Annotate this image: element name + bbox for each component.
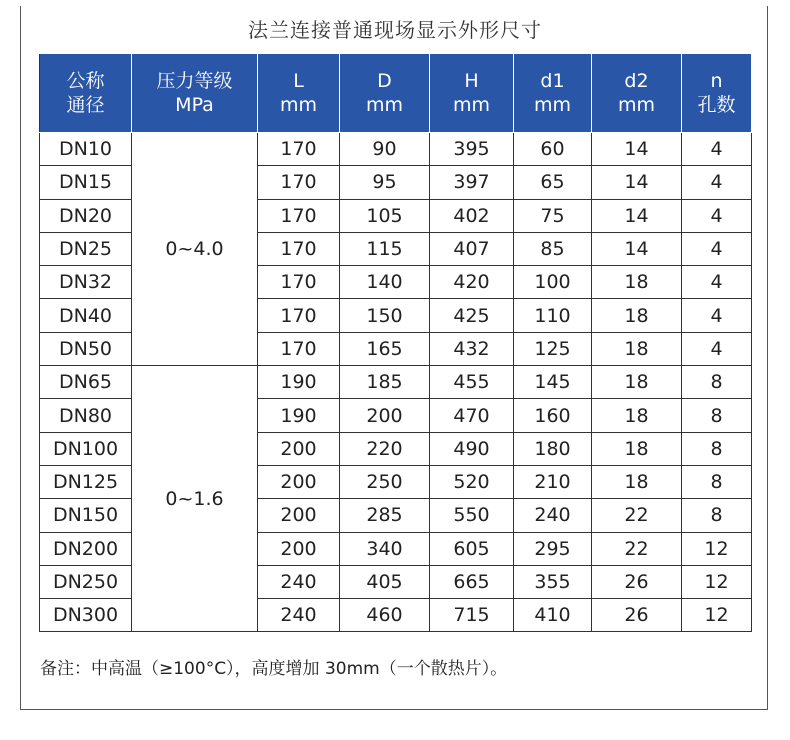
header-h: H mm [430, 54, 514, 133]
cell-d1: 125 [514, 332, 592, 365]
cell-h: 490 [430, 432, 514, 465]
cell-d1: 75 [514, 199, 592, 232]
cell-h: 455 [430, 366, 514, 399]
cell-n: 8 [682, 366, 752, 399]
cell-d: 185 [340, 366, 430, 399]
cell-d: 340 [340, 532, 430, 565]
cell-d2: 26 [592, 599, 682, 632]
cell-n: 12 [682, 599, 752, 632]
table-row [40, 366, 752, 399]
footnote: 备注：中高温（≥100°C），高度增加 30mm（一个散热片）。 [40, 659, 508, 679]
cell-d2: 18 [592, 366, 682, 399]
cell-l: 190 [258, 399, 340, 432]
cell-n: 8 [682, 399, 752, 432]
cell-l: 170 [258, 199, 340, 232]
cell-d: 165 [340, 332, 430, 365]
cell-d2: 26 [592, 565, 682, 598]
header-n: n 孔数 [682, 54, 752, 133]
cell-l: 240 [258, 599, 340, 632]
cell-n: 12 [682, 565, 752, 598]
cell-nominal-diameter: DN65 [40, 366, 132, 399]
cell-l: 170 [258, 266, 340, 299]
cell-nominal-diameter: DN100 [40, 432, 132, 465]
cell-n: 4 [682, 199, 752, 232]
cell-h: 550 [430, 499, 514, 532]
cell-h: 432 [430, 332, 514, 365]
cell-d1: 145 [514, 366, 592, 399]
cell-d1: 85 [514, 232, 592, 265]
cell-d2: 22 [592, 532, 682, 565]
cell-l: 200 [258, 532, 340, 565]
cell-d: 220 [340, 432, 430, 465]
cell-nominal-diameter: DN80 [40, 399, 132, 432]
header-pressure-rating: 压力等级 MPa [132, 54, 258, 133]
cell-d2: 18 [592, 465, 682, 498]
cell-d1: 240 [514, 499, 592, 532]
cell-l: 240 [258, 565, 340, 598]
cell-d: 405 [340, 565, 430, 598]
cell-n: 4 [682, 266, 752, 299]
cell-n: 4 [682, 332, 752, 365]
cell-n: 12 [682, 532, 752, 565]
cell-d2: 18 [592, 399, 682, 432]
header-d2: d2 mm [592, 54, 682, 133]
cell-d: 150 [340, 299, 430, 332]
cell-h: 407 [430, 232, 514, 265]
cell-l: 200 [258, 432, 340, 465]
cell-n: 4 [682, 299, 752, 332]
table-body [40, 133, 752, 632]
cell-d: 285 [340, 499, 430, 532]
cell-nominal-diameter: DN40 [40, 299, 132, 332]
cell-d2: 14 [592, 232, 682, 265]
cell-d1: 210 [514, 465, 592, 498]
cell-h: 715 [430, 599, 514, 632]
cell-d: 95 [340, 166, 430, 199]
page-title: 法兰连接普通现场显示外形尺寸 [248, 18, 542, 42]
cell-d: 105 [340, 199, 430, 232]
cell-nominal-diameter: DN150 [40, 499, 132, 532]
table-row [40, 133, 752, 166]
cell-d2: 18 [592, 332, 682, 365]
cell-n: 8 [682, 499, 752, 532]
cell-d2: 22 [592, 499, 682, 532]
cell-d2: 14 [592, 199, 682, 232]
cell-nominal-diameter: DN15 [40, 166, 132, 199]
cell-d1: 110 [514, 299, 592, 332]
cell-n: 4 [682, 166, 752, 199]
cell-nominal-diameter: DN10 [40, 133, 132, 166]
cell-l: 170 [258, 133, 340, 166]
cell-d1: 100 [514, 266, 592, 299]
cell-d2: 14 [592, 166, 682, 199]
header-d: D mm [340, 54, 430, 133]
cell-d1: 160 [514, 399, 592, 432]
cell-d2: 18 [592, 432, 682, 465]
cell-d: 460 [340, 599, 430, 632]
cell-l: 170 [258, 232, 340, 265]
cell-nominal-diameter: DN25 [40, 232, 132, 265]
header-l: L mm [258, 54, 340, 133]
cell-h: 425 [430, 299, 514, 332]
cell-nominal-diameter: DN200 [40, 532, 132, 565]
cell-nominal-diameter: DN50 [40, 332, 132, 365]
cell-n: 8 [682, 432, 752, 465]
cell-d1: 355 [514, 565, 592, 598]
dimension-table [39, 53, 752, 632]
cell-h: 420 [430, 266, 514, 299]
cell-h: 395 [430, 133, 514, 166]
cell-l: 190 [258, 366, 340, 399]
header-row [40, 54, 752, 133]
cell-nominal-diameter: DN20 [40, 199, 132, 232]
cell-d2: 18 [592, 266, 682, 299]
cell-d2: 14 [592, 133, 682, 166]
cell-d1: 410 [514, 599, 592, 632]
cell-d1: 295 [514, 532, 592, 565]
cell-h: 470 [430, 399, 514, 432]
cell-nominal-diameter: DN125 [40, 465, 132, 498]
cell-pressure-rating: 0~4.0 [132, 133, 258, 366]
cell-nominal-diameter: DN32 [40, 266, 132, 299]
cell-pressure-rating: 0~1.6 [132, 366, 258, 632]
cell-d: 140 [340, 266, 430, 299]
cell-l: 200 [258, 465, 340, 498]
cell-l: 170 [258, 332, 340, 365]
header-nominal-diameter: 公称 通径 [40, 54, 132, 133]
cell-d1: 65 [514, 166, 592, 199]
cell-l: 200 [258, 499, 340, 532]
cell-d: 200 [340, 399, 430, 432]
cell-l: 170 [258, 166, 340, 199]
cell-d: 115 [340, 232, 430, 265]
cell-h: 665 [430, 565, 514, 598]
cell-h: 397 [430, 166, 514, 199]
cell-l: 170 [258, 299, 340, 332]
cell-h: 520 [430, 465, 514, 498]
cell-d: 90 [340, 133, 430, 166]
cell-nominal-diameter: DN250 [40, 565, 132, 598]
cell-h: 605 [430, 532, 514, 565]
cell-nominal-diameter: DN300 [40, 599, 132, 632]
cell-n: 8 [682, 465, 752, 498]
cell-d1: 180 [514, 432, 592, 465]
header-d1: d1 mm [514, 54, 592, 133]
cell-n: 4 [682, 232, 752, 265]
cell-d2: 18 [592, 299, 682, 332]
cell-d: 250 [340, 465, 430, 498]
cell-d1: 60 [514, 133, 592, 166]
cell-h: 402 [430, 199, 514, 232]
cell-n: 4 [682, 133, 752, 166]
